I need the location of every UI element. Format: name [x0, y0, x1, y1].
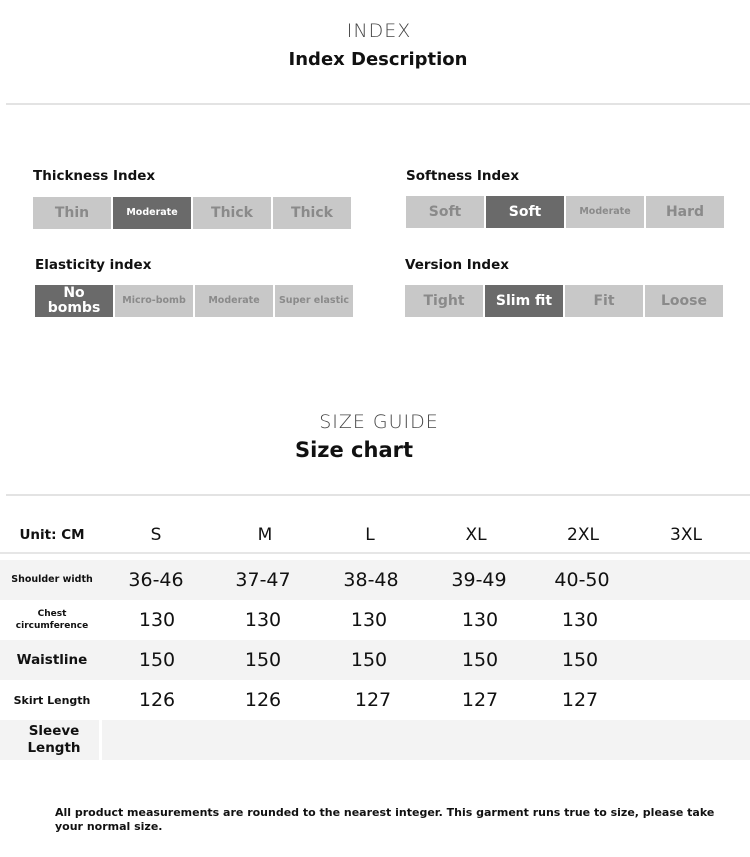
softness-option-hard: Hard [646, 196, 724, 228]
table-cell: 36-46 [128, 569, 184, 591]
size-header-2xl: 2XL [567, 525, 599, 545]
elasticity-option-micro-bomb: Micro-bomb [115, 285, 193, 317]
table-row [0, 600, 750, 640]
table-cell: 126 [244, 689, 282, 711]
softness-option-moderate: Moderate [566, 196, 644, 228]
size-header-s: S [150, 525, 162, 545]
row-label-sleeve-length: Sleeve Length [27, 723, 81, 756]
table-cell: 127 [461, 689, 499, 711]
softness-index [406, 168, 724, 228]
table-row [0, 680, 750, 720]
measurement-note: All product measurements are rounded to the nearest integer. This garment runs true to size, please take your normal size. [55, 806, 715, 833]
softness-index-label: Softness Index [406, 168, 520, 184]
thickness-option-thick-2: Thick [273, 197, 351, 229]
elasticity-index-label: Elasticity index [35, 257, 152, 273]
row-label-waistline: Waistline [16, 652, 88, 668]
index-heading: Index Description [288, 49, 468, 70]
elasticity-option-moderate: Moderate [195, 285, 273, 317]
thickness-index [33, 168, 351, 229]
table-cell: 150 [561, 649, 599, 671]
size-table [0, 518, 750, 760]
table-row [0, 720, 750, 760]
table-cell: 150 [461, 649, 499, 671]
table-cell: 150 [138, 649, 176, 671]
size-chart-heading: Size chart [294, 438, 414, 462]
version-index [405, 257, 723, 317]
table-row [0, 640, 750, 680]
size-guide-heading-en: SIZE GUIDE [319, 411, 439, 433]
size-divider [6, 494, 750, 496]
row-label-chest-circumference: Chest circumference [15, 609, 89, 631]
size-header-xl: XL [465, 525, 487, 545]
thickness-index-bar [33, 197, 351, 229]
elasticity-index [35, 257, 353, 317]
table-cell: 150 [350, 649, 388, 671]
elasticity-option-super-elastic: Super elastic [275, 285, 353, 317]
version-option-tight: Tight [405, 285, 483, 317]
table-cell: 127 [561, 689, 599, 711]
size-table-header [0, 518, 750, 554]
elasticity-index-bar [35, 285, 353, 317]
version-option-slim-fit: Slim fit [485, 285, 563, 317]
table-cell: 130 [138, 609, 176, 631]
thickness-option-thick: Thick [193, 197, 271, 229]
softness-option-soft: Soft [406, 196, 484, 228]
table-cell: 130 [350, 609, 388, 631]
thickness-index-label: Thickness Index [33, 168, 156, 184]
version-index-bar [405, 285, 723, 317]
row-label-shoulder-width: Shoulder width [11, 574, 93, 585]
thickness-option-thin: Thin [33, 197, 111, 229]
table-cell: 39-49 [451, 569, 507, 591]
table-cell: 130 [244, 609, 282, 631]
version-option-loose: Loose [645, 285, 723, 317]
index-heading-en: INDEX [346, 20, 412, 42]
size-header-3xl: 3XL [670, 525, 702, 545]
table-cell: 130 [561, 609, 599, 631]
table-cell: 40-50 [554, 569, 610, 591]
table-cell: 126 [138, 689, 176, 711]
table-cell: 127 [354, 689, 392, 711]
version-index-label: Version Index [405, 257, 509, 273]
size-header-m: M [257, 525, 273, 545]
table-row [0, 560, 750, 600]
version-option-fit: Fit [565, 285, 643, 317]
table-cell: 130 [461, 609, 499, 631]
index-divider [6, 103, 750, 105]
softness-index-bar [406, 196, 724, 228]
row-label-skirt-length: Skirt Length [13, 693, 91, 707]
unit-label: Unit: CM [19, 527, 85, 543]
table-cell: 37-47 [235, 569, 291, 591]
size-header-l: L [365, 525, 375, 545]
elasticity-option-no-bombs: No bombs [35, 285, 113, 317]
table-cell: 38-48 [343, 569, 399, 591]
table-cell: 150 [244, 649, 282, 671]
softness-option-soft-2: Soft [486, 196, 564, 228]
thickness-option-moderate: Moderate [113, 197, 191, 229]
